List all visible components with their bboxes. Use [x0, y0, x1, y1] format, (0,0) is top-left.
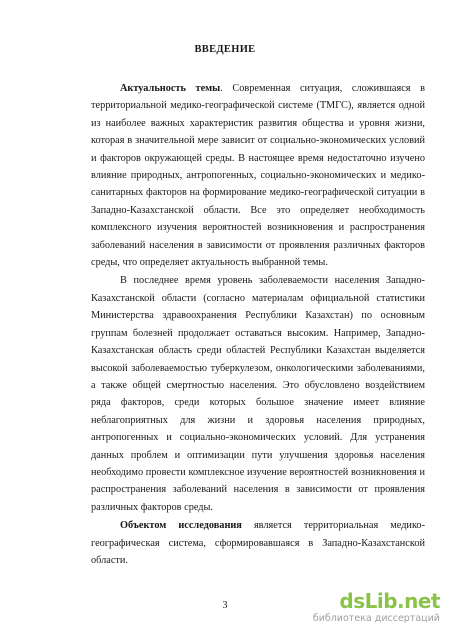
relevance-text: . Современная ситуация, сложившаяся в территориальной медико-географической системе (ТМГС), является одной из наиболее важных характеристик развития общества и уровня жизни, которая в значительной мере зависит от социально-экономических условий и факторов окружающей среды. В настоящее время недостаточно изучено влияние природных, антропогенных, социально-экономических и медико-санитарных факторов на формирование медико-географической ситуации в Западно-Казахстанской области. Все это определяет необходимость комплексного изучения вероятностей возникновения и распространения заболеваний населения в зависимости от проявления различных факторов среды, что определяет актуальность выбранной темы. [91, 83, 425, 269]
paragraph-relevance [91, 80, 425, 271]
object-text: является территориальная медико-географическая система, сформировавшаяся в Западно-Казахстанской области. [91, 520, 425, 566]
section-heading: ВВЕДЕНИЕ [194, 44, 256, 55]
watermark-logo: dsLib.net [339, 589, 440, 613]
page-number: 3 [222, 600, 228, 611]
body-text [91, 80, 425, 569]
paragraph-morbidity: В последнее время уровень заболеваемости населения Западно-Казахстанской области (согласно материалам официальной статистики Министерства здравоохранения Республики Казахстан) по основным группам болезней продолжает оставаться высоким. Например, Западно-Казахстанская область среди областей Республики Казахстан выделяется высокой заболеваемостью туберкулезом, онкологическими заболеваниями, а также общей смертностью населения. Это обусловлено воздействием ряда факторов, среди которых большое значение имеет влияние неблагоприятных для жизни и здоровья населения природных, антропогенных и социально-экономических условий. Для устранения данных проблем и оптимизации пути улучшения здоровья населения необходимо провести комплексное изучение вероятностей возникновения и распространения заболеваний населения в зависимости от проявления различных факторов среды. [91, 275, 425, 513]
object-label: Объектом исследования [120, 520, 242, 532]
relevance-label: Актуальность темы [120, 83, 221, 94]
watermark [290, 590, 440, 630]
watermark-tagline: библиотека диссертаций [312, 613, 440, 624]
paragraph-object [91, 517, 425, 569]
